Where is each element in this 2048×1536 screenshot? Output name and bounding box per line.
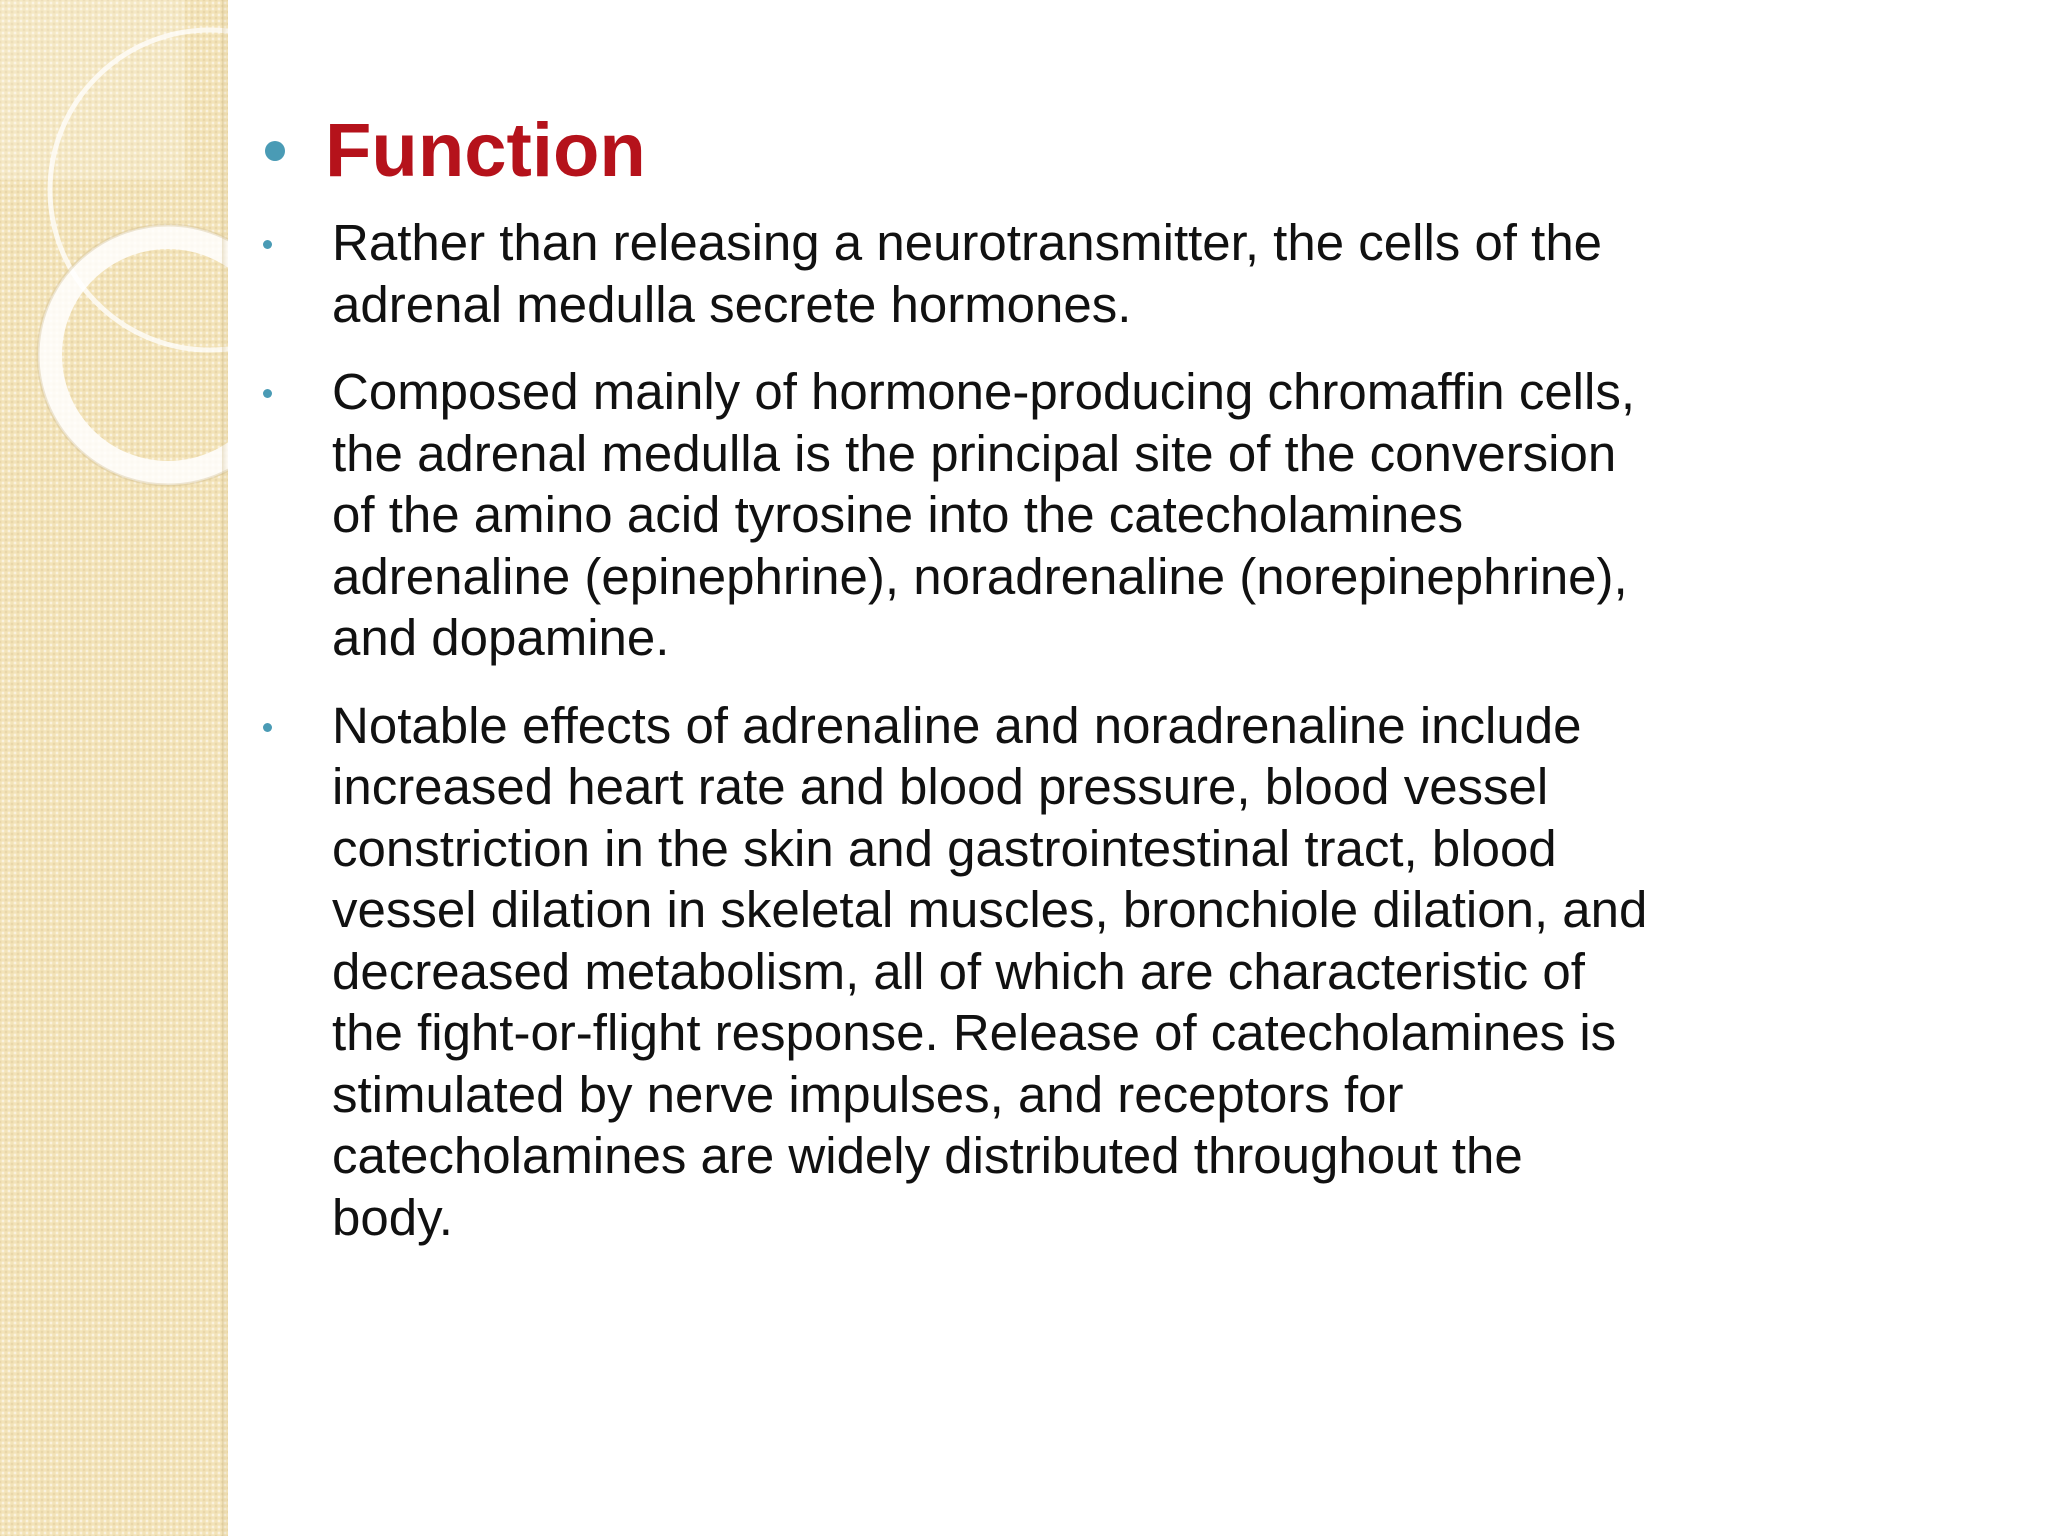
decorative-sidebar	[0, 0, 228, 1536]
bullet-text: Notable effects of adrenaline and noradrenaline include increased heart rate and blood pressure, blood vessel constriction in the skin and gastrointestinal tract, blood vessel dilation in skeletal muscles, bronchiole dilation, and decreased metabolism, all of which are characteristic of the fight-or-flight response. Release of catecholamines is stimulated by nerve impulses, and receptors for catecholamines are widely distributed throughout the body.	[332, 696, 1648, 1246]
bullet-dot-icon	[263, 240, 272, 249]
bullet-text: Composed mainly of hormone-producing chromaffin cells, the adrenal medulla is the principal site of the conversion of the amino acid tyrosine into the catecholamines adrenaline (epinephrine), noradrenaline (norepinephrine), and dopamine.	[332, 363, 1636, 666]
decorative-rings-graphic	[0, 0, 228, 520]
bullet-item	[255, 695, 1655, 1249]
bullet-dot-icon	[263, 389, 272, 398]
bullet-item	[255, 361, 1655, 669]
bullet-text: Rather than releasing a neurotransmitter, the cells of the adrenal medulla secrete hormones.	[332, 214, 1603, 333]
heading-bullet-icon	[265, 141, 285, 161]
slide-content	[255, 108, 1655, 1274]
sidebar-edge-shadow	[222, 0, 228, 1536]
slide-heading: Function	[325, 108, 646, 193]
bullet-dot-icon	[263, 723, 272, 732]
heading-row	[255, 108, 1655, 194]
bullet-list	[255, 212, 1655, 1248]
bullet-item	[255, 212, 1655, 335]
